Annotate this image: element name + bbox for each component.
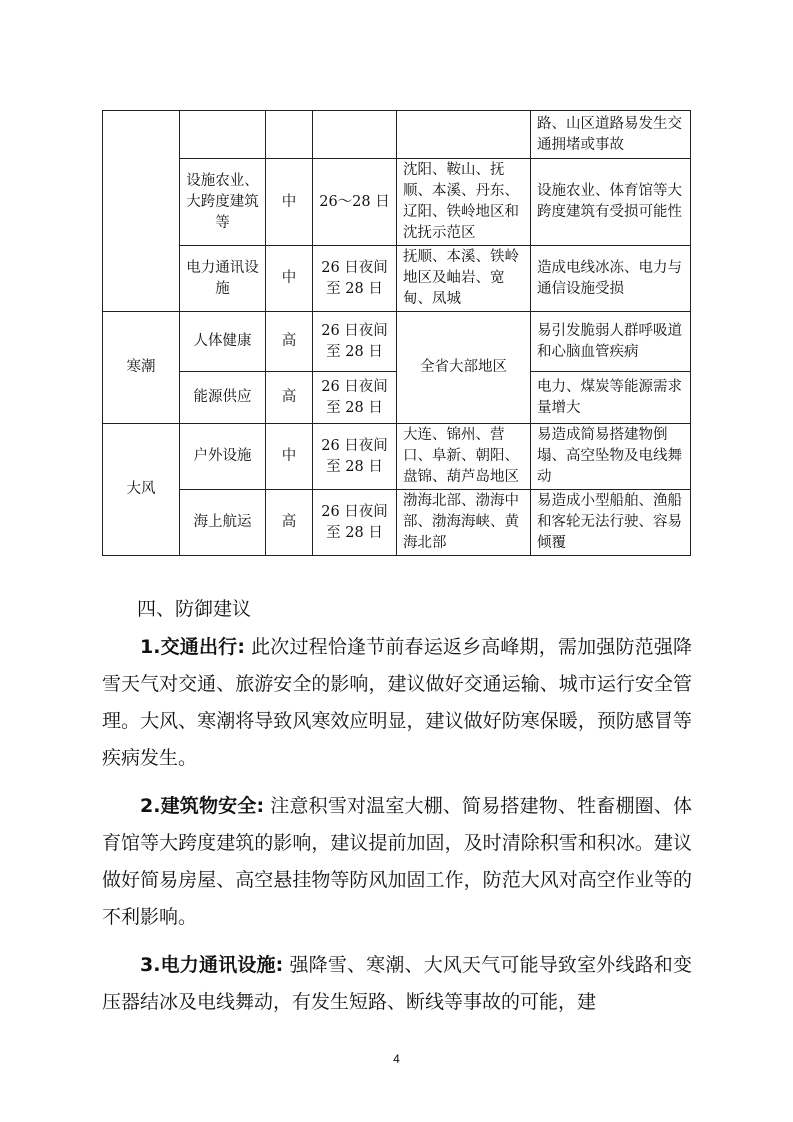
- time-cell: 26 日夜间至 28 日: [313, 312, 397, 372]
- object-cell: 设施农业、大跨度建筑等: [180, 159, 266, 246]
- impact-cell: 路、山区道路易发生交通拥堵或事故: [531, 111, 691, 159]
- time-cell: 26～28 日: [313, 159, 397, 246]
- table-row: [103, 424, 691, 490]
- table-row: [103, 312, 691, 372]
- paragraph-heading: 1.交通出行:: [140, 636, 245, 658]
- table-row: [103, 246, 691, 312]
- area-cell: 沈阳、鞍山、抚顺、本溪、丹东、辽阳、铁岭地区和沈抚示范区: [397, 159, 531, 246]
- impact-cell: 易引发脆弱人群呼吸道和心脑血管疾病: [531, 312, 691, 372]
- object-cell: 电力通讯设施: [180, 246, 266, 312]
- level-cell: 中: [266, 424, 313, 490]
- level-cell: 高: [266, 312, 313, 372]
- paragraph-body: 注意积雪对温室大棚、简易搭建物、牲畜棚圈、体育馆等大跨度建筑的影响，建议提前加固，及时清除积雪和积冰。建议做好简易房屋、高空悬挂物等防风加固工作，防范大风对高空作业等的不利影响。: [102, 795, 692, 928]
- category-cell: 大风: [103, 424, 180, 556]
- category-cell: [103, 111, 180, 312]
- object-cell: 能源供应: [180, 372, 266, 424]
- impact-cell: 电力、煤炭等能源需求量增大: [531, 372, 691, 424]
- table-row: [103, 111, 691, 159]
- level-cell: 中: [266, 246, 313, 312]
- time-cell: [313, 111, 397, 159]
- level-cell: [266, 111, 313, 159]
- object-cell: 人体健康: [180, 312, 266, 372]
- paragraph-traffic: [102, 629, 692, 777]
- time-cell: 26 日夜间至 28 日: [313, 372, 397, 424]
- paragraph-heading: 3.电力通讯设施:: [140, 954, 284, 976]
- area-cell: 全省大部地区: [397, 312, 531, 424]
- time-cell: 26 日夜间至 28 日: [313, 490, 397, 556]
- impact-cell: 易造成简易搭建物倒塌、高空坠物及电线舞动: [531, 424, 691, 490]
- table-row: [103, 159, 691, 246]
- impact-cell: 设施农业、体育馆等大跨度建筑有受损可能性: [531, 159, 691, 246]
- time-cell: 26 日夜间至 28 日: [313, 424, 397, 490]
- object-cell: 海上航运: [180, 490, 266, 556]
- paragraph-body: 此次过程恰逢节前春运返乡高峰期，需加强防范强降雪天气对交通、旅游安全的影响，建议做好交通运输、城市运行安全管理。大风、寒潮将导致风寒效应明显，建议做好防寒保暖，预防感冒等疾病发生。: [102, 636, 692, 769]
- object-cell: 户外设施: [180, 424, 266, 490]
- category-cell: 寒潮: [103, 312, 180, 424]
- area-cell: 渤海北部、渤海中部、渤海海峡、黄海北部: [397, 490, 531, 556]
- paragraph-building: [102, 788, 692, 936]
- level-cell: 中: [266, 159, 313, 246]
- area-cell: [397, 111, 531, 159]
- paragraph-body: 强降雪、寒潮、大风天气可能导致室外线路和变压器结冰及电线舞动，有发生短路、断线等事故的可能，建: [102, 954, 692, 1013]
- risk-table: [102, 110, 691, 556]
- paragraph-power: [102, 947, 692, 1021]
- level-cell: 高: [266, 490, 313, 556]
- area-cell: 抚顺、本溪、铁岭地区及岫岩、宽甸、凤城: [397, 246, 531, 312]
- page-number: 4: [393, 1052, 400, 1066]
- section-heading: 四、防御建议: [137, 598, 252, 620]
- body-text: [102, 629, 692, 1032]
- object-cell: [180, 111, 266, 159]
- impact-cell: 易造成小型船舶、渔船和客轮无法行驶、容易倾覆: [531, 490, 691, 556]
- level-cell: 高: [266, 372, 313, 424]
- paragraph-heading: 2.建筑物安全:: [140, 795, 265, 817]
- impact-cell: 造成电线冰冻、电力与通信设施受损: [531, 246, 691, 312]
- time-cell: 26 日夜间至 28 日: [313, 246, 397, 312]
- table-row: [103, 490, 691, 556]
- area-cell: 大连、锦州、营口、阜新、朝阳、盘锦、葫芦岛地区: [397, 424, 531, 490]
